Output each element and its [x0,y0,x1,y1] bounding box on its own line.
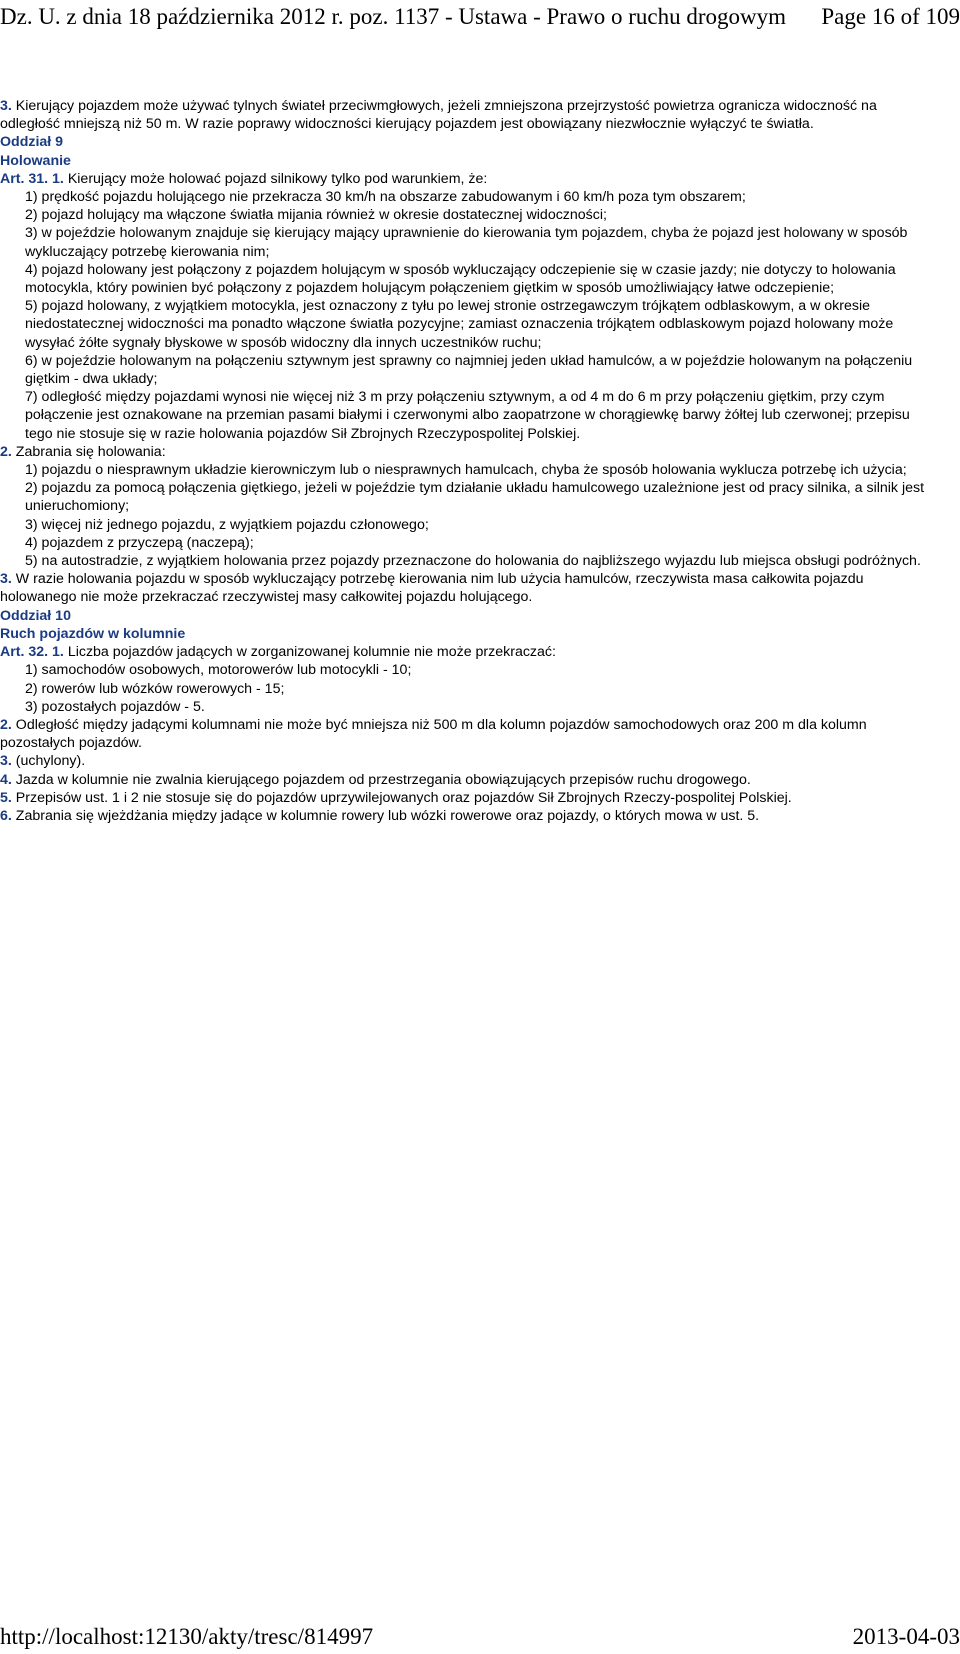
paragraph-number: 3. [0,571,12,588]
list-item: 5) na autostradzie, z wyjątkiem holowania przez pojazdy przeznaczone do holowania do najbliższego wyjazdu lub miejsca obsługi podróżnych. [25,553,921,570]
list-item: 1) pojazdu o niesprawnym układzie kierowniczym lub o niesprawnych hamulcach, chyba że sposób holowania wyklucza potrzebę ich użycia; [25,462,907,479]
article-32-ust2 [0,716,935,752]
article-32-ust3 [0,752,935,770]
list-item: 2) pojazdu za pomocą połączenia giętkiego, jeżeli w pojeździe tym działanie układu hamulcowego uzależnione jest od pracy silnika, a silnik jest unieruchomiony; [25,480,925,515]
section-title-holowanie: Holowanie [0,152,71,169]
paragraph-text: Zabrania się holowania: [11,443,166,460]
section-heading-oddzial-9: Oddział 9 [0,134,64,151]
section-heading-oddzial-10: Oddział 10 [0,607,71,624]
paragraph-text: Odległość między jadącymi kolumnami nie może być mniejsza niż 500 m dla kolumn pojazdów samochodowych oraz 200 m dla kolumn pozostałych pojazdów. [0,716,867,752]
article-31-ust3 [0,570,935,606]
list-item: 4) pojazdem z przyczepą (naczepą); [25,534,254,551]
article-32-ust6 [0,807,935,825]
list-item: 3) pozostałych pojazdów - 5. [25,698,205,715]
paragraph-ust3 [0,97,935,133]
article-text: Kierujący może holować pojazd silnikowy tylko pod warunkiem, że: [63,170,488,187]
paragraph-text: Zabrania się wjeżdżania między jadące w kolumnie rowery lub wózki rowerowe oraz pojazdy, o których mowa w ust. 5. [11,807,760,824]
list-item: 2) pojazd holujący ma włączone światła mijania również w okresie dostatecznej widoczności; [25,207,607,224]
paragraph-number: 2. [0,716,12,733]
print-date: 2013-04-03 [852,1624,960,1649]
paragraph-text: Jazda w kolumnie nie zwalnia kierującego pojazdem od przestrzegania obowiązujących przepisów ruchu drogowego. [11,771,751,788]
article-32-ust4 [0,771,935,789]
list-item: 2) rowerów lub wózków rowerowych - 15; [25,680,285,697]
paragraph-number: 4. [0,771,12,788]
article-label: Art. 31. 1. [0,170,64,187]
article-label: Art. 32. 1. [0,644,64,661]
page-header [0,0,960,40]
paragraph-number: 3. [0,753,12,770]
paragraph-text: Kierujący pojazdem może używać tylnych świateł przeciwmgłowych, jeżeli zmniejszona przejrzystość powietrza ogranicza widoczność na odległość mniejszą niż 50 m. W razie poprawy widoczności kierujący pojazdem jest obowiązany niezwłocznie wyłączyć te światła. [0,98,877,133]
document-body [0,97,935,825]
list-item: 3) więcej niż jednego pojazdu, z wyjątkiem pojazdu członowego; [25,516,429,533]
section-title-ruch-w-kolumnie: Ruch pojazdów w kolumnie [0,625,186,642]
paragraph-text: (uchylony). [11,753,86,770]
article-31-intro [0,170,935,188]
paragraph-text: Przepisów ust. 1 i 2 nie stosuje się do pojazdów uprzywilejowanych oraz pojazdów Sił Zbrojnych Rzeczy-pospolitej Polskiej. [11,789,792,806]
paragraph-number: 5. [0,789,12,806]
list-item: 4) pojazd holowany jest połączony z pojazdem holującym w sposób wykluczający odczepienie się w czasie jazdy; nie dotyczy to holowania motocykla, który powinien być połączony z pojazdem holującym połączeniem giętkim w sposób umożliwiający łatwe odczepienie; [25,261,896,297]
paragraph-number: 6. [0,807,12,824]
source-url: http://localhost:12130/akty/tresc/814997 [0,1624,374,1649]
article-text: Liczba pojazdów jadących w zorganizowanej kolumnie nie może przekraczać: [63,644,556,661]
list-item: 3) w pojeździe holowanym znajduje się kierujący mający uprawnienie do kierowania tym pojazdem, chyba że pojazd jest holowany w sposób wykluczający potrzebę kierowania nim; [25,225,908,260]
document-title: Dz. U. z dnia 18 października 2012 r. poz. 1137 - Ustawa - Prawo o ruchu drogowym [0,4,787,29]
page-footer [0,1620,960,1654]
article-32-ust5 [0,789,935,807]
list-item: 5) pojazd holowany, z wyjątkiem motocykla, jest oznaczony z tyłu po lewej stronie ostrzegawczym trójkątem odblaskowym, a w okresie niedostatecznej widoczności ma ponadto włączone światła pozycyjne; zamiast oznaczenia trójkątem odblaskowym pojazd holowany może wysyłać żółte sygnały błyskowe w sposób widoczny dla innych uczestników ruchu; [25,298,894,351]
list-item: 1) prędkość pojazdu holującego nie przekracza 30 km/h na obszarze zabudowanym i 60 km/h poza tym obszarem; [25,189,746,206]
article-32-intro [0,643,935,661]
paragraph-number: 2. [0,443,12,460]
article-31-ust2 [0,443,935,461]
page-counter: Page 16 of 109 [821,4,960,29]
list-item: 6) w pojeździe holowanym na połączeniu sztywnym jest sprawny co najmniej jeden układ hamulców, a w pojeździe holowanym na połączeniu giętkim - dwa układy; [25,352,913,388]
paragraph-number: 3. [0,98,12,114]
list-item: 7) odległość między pojazdami wynosi nie więcej niż 3 m przy połączeniu sztywnym, a od 4 m do 6 m przy połączeniu giętkim, przy czym połączenie jest oznakowane na przemian pasami białymi i czerwonymi albo zaopatrzone w chorągiewkę barwy żółtej lub czerwonej; przepisu tego nie stosuje się w razie holowania pojazdów Sił Zbrojnych Rzeczypospolitej Polskiej. [25,389,910,442]
paragraph-text: W razie holowania pojazdu w sposób wykluczający potrzebę kierowania nim lub użycia hamulców, rzeczywista masa całkowita pojazdu holowanego nie może przekraczać rzeczywistej masy całkowitej pojazdu holującego. [0,571,864,606]
list-item: 1) samochodów osobowych, motorowerów lub motocykli - 10; [25,662,412,679]
